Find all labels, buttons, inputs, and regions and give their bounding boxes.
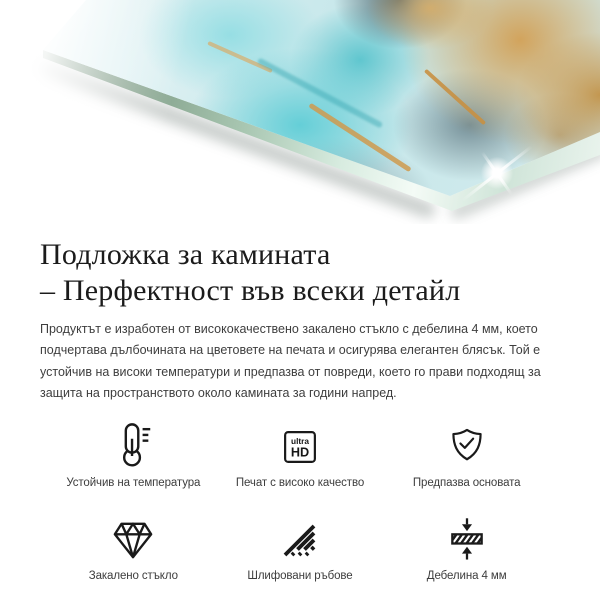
thickness-icon (445, 515, 489, 561)
ultra-hd-icon (279, 426, 321, 468)
feature-thickness (383, 513, 550, 582)
shield-check-icon (446, 426, 488, 468)
page-title-line2: – Перфектност във всеки детайл (40, 274, 461, 308)
feature-temperature (50, 420, 217, 489)
feature-label: Предпазва основата (412, 476, 521, 489)
svg-text:ultra: ultra (290, 435, 309, 446)
gold-vein (424, 69, 486, 126)
thermometer-icon (110, 421, 156, 468)
gold-vein (207, 41, 273, 73)
feature-label: Устойчив на температура (66, 476, 201, 489)
feature-tempered-glass (50, 513, 217, 582)
feature-print-quality (217, 420, 384, 489)
feature-polished-edges (217, 513, 384, 582)
feature-label: Шлифовани ръбове (247, 569, 353, 582)
page-title (40, 237, 560, 310)
feature-protects-base (383, 420, 550, 489)
feature-label: Дебелина 4 мм (426, 569, 507, 582)
teal-vein (257, 57, 383, 128)
product-description: Продуктът е изработен от висококачествено закалено стъкло с дебелина 4 мм, което подчертава дълбочината на цветовете на печата и осигурява елегантен блясък. Той е устойчив на високи температури и предпазва от повреди, което го прави подходящ за защита на пространството около камината за години напред. (40, 321, 541, 401)
product-photo (0, 0, 600, 224)
diamond-icon (110, 519, 156, 561)
features-grid (50, 420, 550, 582)
polished-edges-icon (280, 521, 320, 561)
page-title-line1: Подложка за камината (40, 238, 331, 271)
feature-label: Печат с високо качество (235, 476, 365, 489)
svg-text:HD: HD (290, 445, 310, 460)
feature-label: Закалено стъкло (88, 569, 178, 582)
product-info-section (0, 237, 600, 582)
